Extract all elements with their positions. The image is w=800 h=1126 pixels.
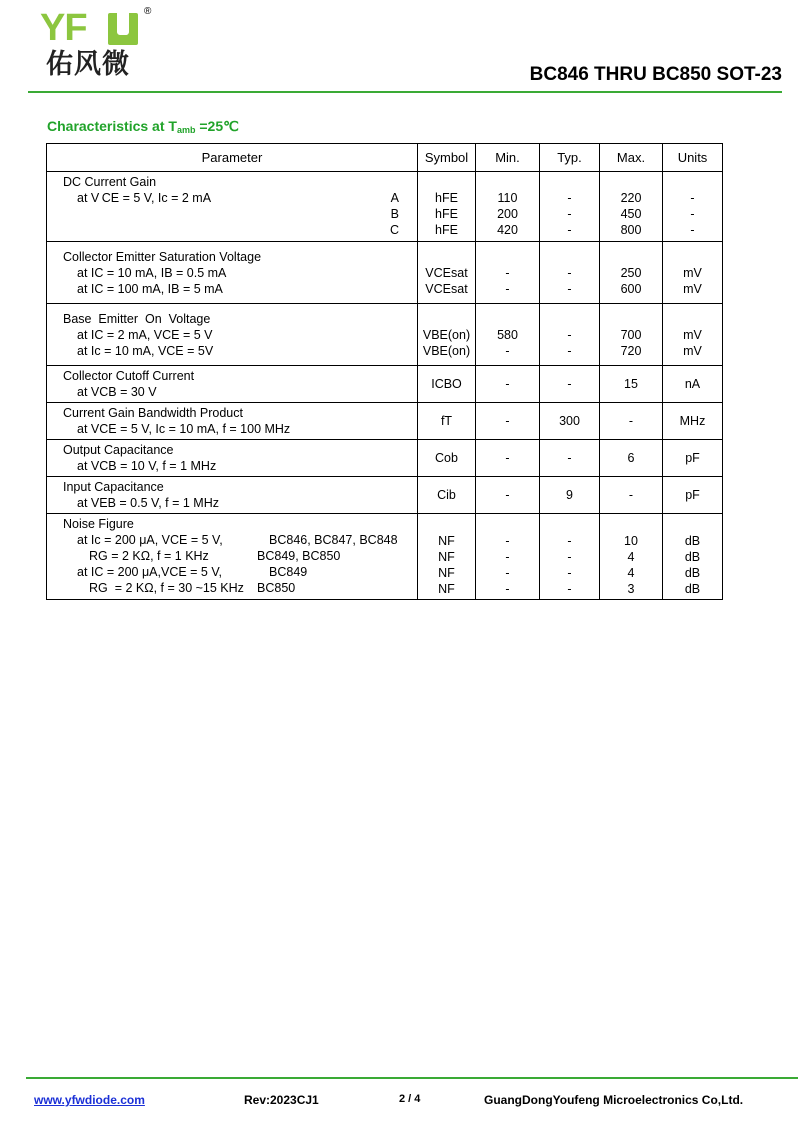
typ-cell: - - bbox=[540, 242, 600, 304]
condition: at IC = 200 μA,VCE = 5 V, bbox=[77, 565, 223, 579]
min-cell: - bbox=[476, 440, 540, 477]
parameter-cell bbox=[47, 403, 418, 440]
units-cell: dB dB dB dB bbox=[663, 514, 723, 600]
revision-label: Rev:2023CJ1 bbox=[244, 1093, 319, 1107]
parameter-cell bbox=[47, 477, 418, 514]
min-cell: - bbox=[476, 403, 540, 440]
min-cell: 580 - bbox=[476, 304, 540, 366]
symbol-cell: VBE(on) VBE(on) bbox=[418, 304, 476, 366]
registered-mark: ® bbox=[144, 6, 152, 17]
table-row bbox=[47, 172, 723, 242]
max-cell: - bbox=[600, 477, 663, 514]
header-symbol: Symbol bbox=[418, 144, 476, 172]
units-cell: nA bbox=[663, 366, 723, 403]
condition: at VCB = 30 V bbox=[77, 385, 157, 399]
table-row bbox=[47, 514, 723, 600]
header-units: Units bbox=[663, 144, 723, 172]
condition: at VCE = 5 V, Ic = 10 mA, f = 100 MHz bbox=[77, 422, 291, 436]
max-cell: 220 450 800 bbox=[600, 172, 663, 242]
parameter-title: Input Capacitance bbox=[63, 480, 164, 494]
logo-w-mark bbox=[108, 13, 138, 45]
typ-cell: - - - - bbox=[540, 514, 600, 600]
table-header-row bbox=[47, 144, 723, 172]
symbol-cell: Cib bbox=[418, 477, 476, 514]
header-typ: Typ. bbox=[540, 144, 600, 172]
condition: at V CE = 5 V, Ic = 2 mA bbox=[77, 191, 212, 205]
characteristics-table bbox=[46, 143, 723, 600]
min-cell: 110 200 420 bbox=[476, 172, 540, 242]
parameter-cell bbox=[47, 440, 418, 477]
max-cell: 6 bbox=[600, 440, 663, 477]
parameter-title: Output Capacitance bbox=[63, 443, 174, 457]
header-min: Min. bbox=[476, 144, 540, 172]
parameter-title: DC Current Gain bbox=[63, 175, 157, 189]
parameter-cell bbox=[47, 242, 418, 304]
device-list: BC849 bbox=[269, 565, 308, 579]
device-list: BC850 bbox=[257, 581, 296, 595]
condition: at IC = 2 mA, VCE = 5 V bbox=[77, 327, 213, 342]
parameter-title: Base Emitter On Voltage bbox=[63, 311, 211, 326]
company-logo bbox=[40, 6, 150, 86]
condition: at VEB = 0.5 V, f = 1 MHz bbox=[77, 496, 219, 510]
header-max: Max. bbox=[600, 144, 663, 172]
table-row bbox=[47, 304, 723, 366]
page-number: 2 / 4 bbox=[399, 1093, 421, 1105]
typ-cell: - - - bbox=[540, 172, 600, 242]
symbol-cell: hFE hFE hFE bbox=[418, 172, 476, 242]
condition: at IC = 10 mA, IB = 0.5 mA bbox=[77, 265, 227, 280]
condition: at VCB = 10 V, f = 1 MHz bbox=[77, 459, 217, 473]
parameter-title: Current Gain Bandwidth Product bbox=[63, 406, 243, 420]
parameter-title: Collector Cutoff Current bbox=[63, 369, 195, 383]
symbol-cell: VCEsat VCEsat bbox=[418, 242, 476, 304]
condition: RG = 2 KΩ, f = 30 ~15 KHz bbox=[89, 581, 244, 595]
min-cell: - - bbox=[476, 242, 540, 304]
symbol-cell: fT bbox=[418, 403, 476, 440]
max-cell: 700 720 bbox=[600, 304, 663, 366]
device-list: BC849, BC850 bbox=[257, 549, 341, 563]
parameter-cell bbox=[47, 172, 418, 242]
table-row bbox=[47, 366, 723, 403]
max-cell: 250 600 bbox=[600, 242, 663, 304]
max-cell: - bbox=[600, 403, 663, 440]
header-divider bbox=[28, 91, 782, 93]
grade-label: B bbox=[390, 207, 399, 221]
units-cell: mV mV bbox=[663, 242, 723, 304]
parameter-cell bbox=[47, 304, 418, 366]
condition: at Ic = 200 μA, VCE = 5 V, bbox=[77, 533, 223, 547]
table-row bbox=[47, 242, 723, 304]
symbol-cell: Cob bbox=[418, 440, 476, 477]
typ-cell: 9 bbox=[540, 477, 600, 514]
units-cell: pF bbox=[663, 477, 723, 514]
condition: at Ic = 10 mA, VCE = 5V bbox=[77, 343, 214, 358]
table-row bbox=[47, 440, 723, 477]
footer-divider bbox=[26, 1077, 798, 1079]
units-cell: MHz bbox=[663, 403, 723, 440]
symbol-cell: ICBO bbox=[418, 366, 476, 403]
parameter-cell bbox=[47, 366, 418, 403]
units-cell: - - - bbox=[663, 172, 723, 242]
logo-yf: YF bbox=[40, 7, 87, 49]
max-cell: 10 4 4 3 bbox=[600, 514, 663, 600]
min-cell: - bbox=[476, 366, 540, 403]
section-title: Characteristics at $T_{amb}$ =25℃ bbox=[47, 118, 239, 135]
condition: at IC = 100 mA, IB = 5 mA bbox=[77, 281, 223, 296]
table-row bbox=[47, 477, 723, 514]
document-title: BC846 THRU BC850 SOT-23 bbox=[529, 64, 782, 85]
logo-chinese-name: 佑风微 bbox=[46, 49, 130, 80]
symbol-cell: NF NF NF NF bbox=[418, 514, 476, 600]
typ-cell: - bbox=[540, 366, 600, 403]
parameter-title: Noise Figure bbox=[63, 517, 134, 531]
parameter-cell bbox=[47, 514, 418, 600]
condition: RG = 2 KΩ, f = 1 KHz bbox=[89, 549, 209, 563]
typ-cell: - bbox=[540, 440, 600, 477]
typ-cell: - - bbox=[540, 304, 600, 366]
header-parameter: Parameter bbox=[47, 144, 418, 172]
parameter-title: Collector Emitter Saturation Voltage bbox=[63, 249, 262, 264]
min-cell: - bbox=[476, 477, 540, 514]
website-link[interactable]: www.yfwdiode.com bbox=[34, 1093, 145, 1107]
grade-label: C bbox=[389, 223, 399, 237]
company-name: GuangDongYoufeng Microelectronics Co,Ltd. bbox=[484, 1093, 744, 1107]
min-cell: - - - - bbox=[476, 514, 540, 600]
table-row bbox=[47, 403, 723, 440]
grade-label: A bbox=[390, 191, 399, 205]
device-list: BC846, BC847, BC848 bbox=[269, 533, 398, 547]
units-cell: mV mV bbox=[663, 304, 723, 366]
max-cell: 15 bbox=[600, 366, 663, 403]
units-cell: pF bbox=[663, 440, 723, 477]
typ-cell: 300 bbox=[540, 403, 600, 440]
